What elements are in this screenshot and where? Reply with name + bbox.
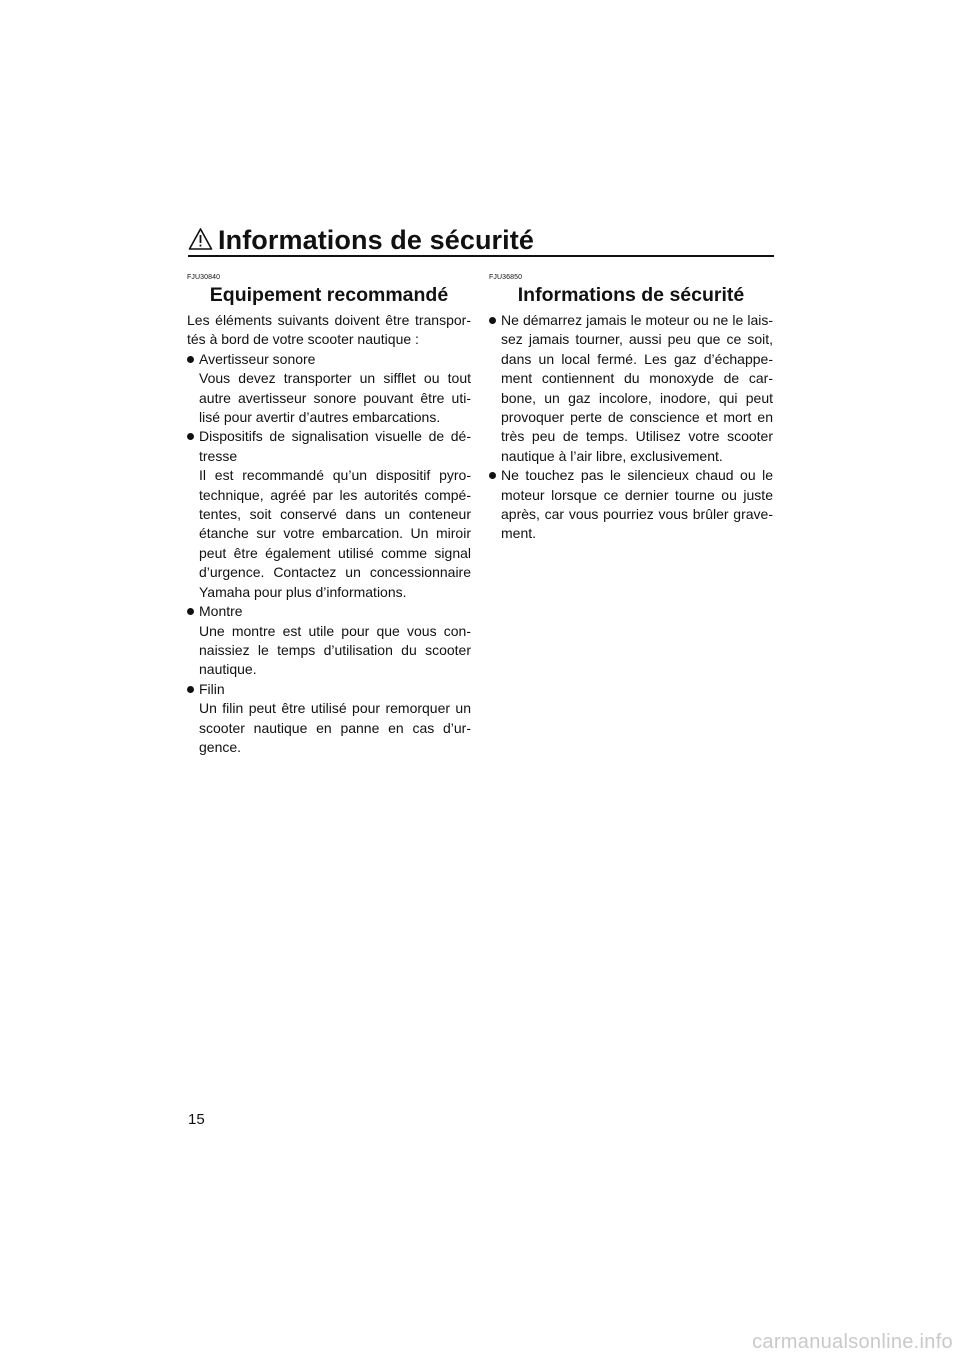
bullet-icon — [489, 472, 496, 479]
item-body: Ne touchez pas le silencieux chaud ou le moteur lorsque ce dernier tourne ou juste après, car vous pourriez vous brûler grave-ment. — [501, 467, 773, 542]
list-item — [187, 602, 471, 680]
bullet-icon — [187, 686, 194, 693]
page-header — [188, 224, 774, 258]
section-body — [489, 311, 773, 544]
right-column — [489, 274, 773, 544]
watermark[interactable]: carmanualsonline.info — [752, 1331, 953, 1353]
bullet-icon — [489, 317, 496, 324]
item-label: Avertisseur sonore — [199, 350, 316, 367]
bullet-icon — [187, 608, 194, 615]
section-code: FJU30840 — [187, 274, 221, 281]
left-column — [187, 274, 471, 757]
item-label: Filin — [199, 680, 225, 697]
list-item — [187, 680, 471, 758]
list-item — [489, 466, 773, 544]
item-body: Il est recommandé qu’un dispositif pyro-technique, agréé par les autorités compé-tentes, soit conservé dans un conteneur étanche sur votre embarcation. Un miroir peut être également utilisé comme signal d’urgence. Contactez un concessionnaire Yamaha pour plus d’informations. — [199, 467, 471, 600]
list-item — [187, 427, 471, 602]
section-body — [187, 311, 471, 757]
list-item — [187, 350, 471, 428]
warning-triangle-icon — [188, 227, 213, 251]
item-body: Ne démarrez jamais le moteur ou ne le lais-sez jamais tourner, aussi peu que ce soit, dans un local fermé. Les gaz d’échappe-ment contiennent du monoxyde de car-bone, un gaz incolore, inodore, qui peut provoquer perte de conscience et mort en très peu de temps. Utilisez votre scooter nautique à l’air libre, exclusivement. — [501, 312, 773, 464]
item-body: Un filin peut être utilisé pour remorquer un scooter nautique en panne en cas d’ur-gence. — [199, 700, 471, 755]
section-title: Equipement recommandé — [209, 284, 449, 306]
bullet-icon — [187, 356, 194, 363]
section-code: FJU36850 — [489, 274, 523, 281]
page-title: Informations de sécurité — [218, 225, 534, 255]
page-number: 15 — [188, 1111, 205, 1128]
section-title: Informations de sécurité — [517, 284, 745, 306]
item-label: Montre — [199, 603, 243, 620]
header-rule — [188, 255, 774, 257]
bullet-icon — [187, 433, 194, 440]
item-body: Vous devez transporter un sifflet ou tout autre avertisseur sonore pouvant être uti-lisé pour avertir d’autres embarcations. — [199, 370, 471, 426]
item-body: Une montre est utile pour que vous con-naissiez le temps d’utilisation du scooter nautique. — [199, 622, 471, 678]
item-label: Dispositifs de signalisation visuelle de dé-tresse — [199, 428, 471, 464]
list-item — [489, 311, 773, 466]
intro-paragraph: Les éléments suivants doivent être transpor-tés à bord de votre scooter nautique : — [187, 312, 471, 348]
